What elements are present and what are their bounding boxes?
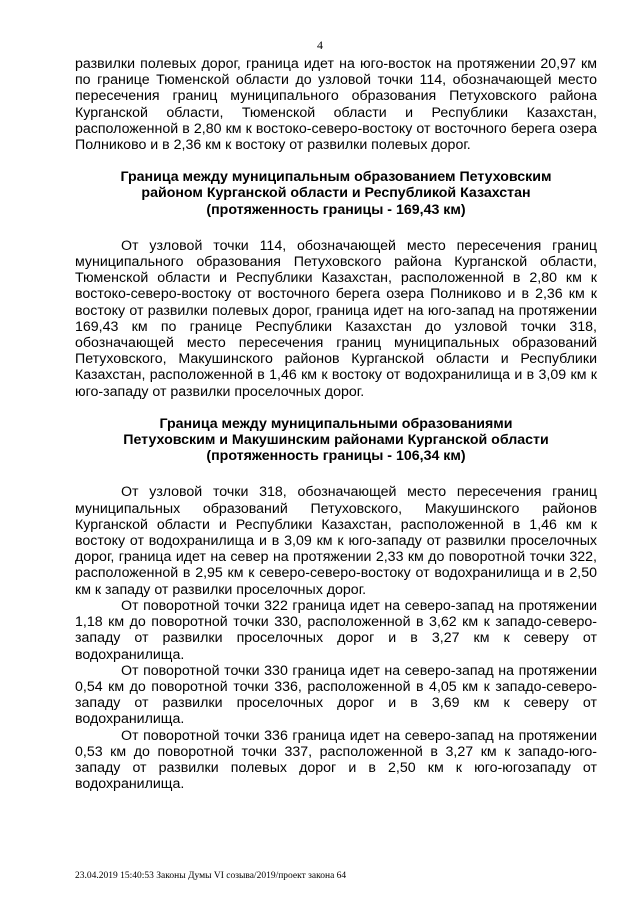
heading-line: Граница между муниципальными образованиями	[159, 415, 513, 432]
heading-line: Петуховским и Макушинским районами Курганской области	[123, 432, 549, 449]
paragraph: развилки полевых дорог, граница идет на юго-восток на протяжении 20,97 км по границе Тюменской области до узловой точки 114, обозначающей место пересечения границ муниципального образования Петуховского района Курганской области, Тюменской области и Республики Казахстан, расположенной в 2,80 км к востоко-северо-востоку от восточного берега озера Полниково и в 2,36 км к востоку от развилки полевых дорог.	[75, 56, 597, 154]
paragraph: От узловой точки 114, обозначающей место пересечения границ муниципального образования Петуховского района Курганской области, Тюменской области и Республики Казахстан, расположенной в 2,80 км к востоко-северо-востоку от восточного берега озера Полниково и в 2,36 км к востоку от развилки полевых дорог, граница идет на юго-запад на протяжении 169,43 км по границе Республики Казахстан до узловой точки 318, обозначающей место пересечения границ муниципальных образований Петуховского, Макушинского районов Курганской области и Республики Казахстан, расположенной в 1,46 км к востоку от водохранилища и в 3,09 км к юго-западу от развилки проселочных дорог.	[75, 237, 597, 400]
paragraph: От поворотной точки 336 граница идет на северо-запад на протяжении 0,53 км до поворотной точки 337, расположенной в 3,27 км к западо-юго-западу от развилки полевых дорог и в 2,50 км к юго-югозападу от водохранилища.	[75, 727, 597, 793]
section-heading	[75, 169, 597, 218]
heading-length: (протяженность границы - 106,34 км)	[206, 448, 466, 465]
section-heading	[75, 416, 597, 465]
heading-line: районом Курганской области и Республикой Казахстан	[141, 185, 531, 202]
paragraph: От поворотной точки 322 граница идет на северо-запад на протяжении 1,18 км до поворотной точки 330, расположенной в 3,62 км к западо-северо-западу от развилки проселочных дорог и в 3,27 км к северу от водохранилища.	[75, 597, 597, 663]
paragraph: От поворотной точки 330 граница идет на северо-запад на протяжении 0,54 км до поворотной точки 336, расположенной в 4,05 км к западо-северо-западу от развилки проселочных дорог и в 3,69 км к северу от водохранилища.	[75, 662, 597, 728]
document-footer: 23.04.2019 15:40:53 Законы Думы VI созыва/2019/проект закона 64	[75, 871, 347, 881]
paragraph: От узловой точки 318, обозначающей место пересечения границ муниципальных образований Петуховского, Макушинского районов Курганской области и Республики Казахстан, расположенной в 1,46 км к востоку от водохранилища и в 3,09 км к юго-западу от развилки проселочных дорог, граница идет на север на протяжении 2,33 км до поворотной точки 322, расположенной в 2,95 км к северо-северо-востоку от водохранилища и в 2,50 км к западу от развилки проселочных дорог.	[75, 484, 597, 598]
heading-length: (протяженность границы - 169,43 км)	[206, 201, 466, 218]
page-number: 4	[317, 38, 323, 52]
heading-line: Граница между муниципальным образованием Петуховским	[120, 169, 552, 186]
document-body	[75, 56, 597, 792]
